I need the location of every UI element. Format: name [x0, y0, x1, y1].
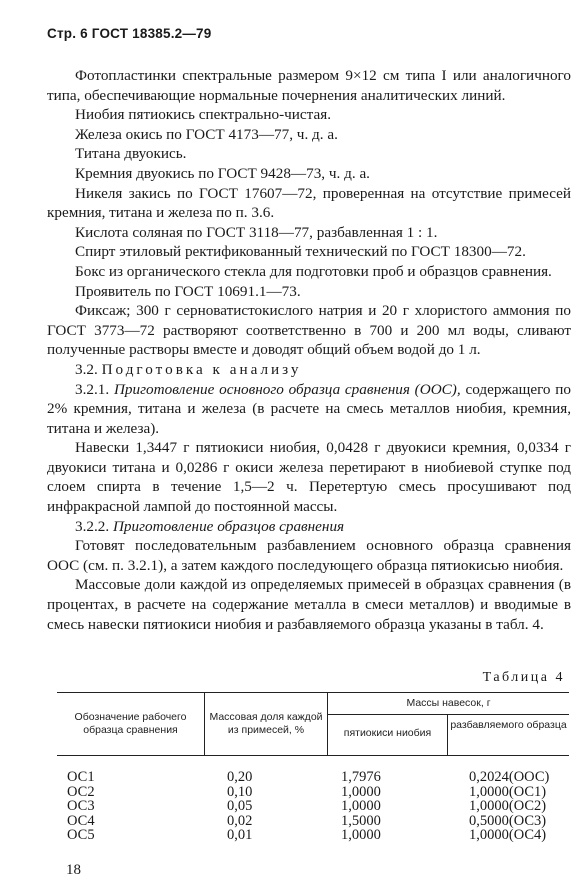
cell-mass-fraction: 0,02	[227, 812, 253, 829]
cell-designation: ОС3	[67, 798, 95, 814]
section-3-2-1	[47, 380, 571, 439]
paragraph: Спирт этиловый ректификованный технический по ГОСТ 18300—72.	[75, 243, 526, 261]
section-number: 3.2.2.	[75, 517, 110, 535]
cell-niobium-mass: 1,0000	[341, 798, 381, 814]
paragraph: Бокс из органического стекла для подготовки проб и образцов сравнения.	[75, 262, 552, 280]
cell-niobium-mass: 1,5000	[341, 812, 381, 829]
paragraph: Фотопластинки спектральные размером 9×12 см типа I или аналогичного типа, обеспечивающие нормальные почернения аналитических линий.	[47, 67, 571, 104]
paragraph: Ниобия пятиокись спектрально-чистая.	[75, 106, 331, 124]
paragraph: Готовят последовательным разбавлением основного образца сравнения ООС (см. п. 3.2.1), а затем каждого последующего образца пятиокисью ниобия.	[47, 537, 571, 574]
cell-niobium-mass: 1,0000	[341, 827, 381, 843]
cell-designation: ОС4	[67, 812, 95, 829]
table-caption: Таблица 4	[482, 670, 565, 685]
paragraph: Фиксаж; 300 г серноватистокислого натрия и 20 г хлористого аммония по ГОСТ 3773—72 растворяют соответственно в 700 и 200 мл воды, сливают полученные растворы вместе и доводят общий объем водой до 1 л.	[47, 302, 571, 359]
header-niobium-pentoxide: пятиокиси ниобия	[343, 727, 432, 739]
cell-niobium-mass: 1,7976	[341, 769, 381, 785]
cell-designation: ОС5	[67, 827, 95, 843]
table-row	[57, 814, 569, 829]
cell-diluted-mass: 1,0000(ОС1)	[469, 783, 547, 800]
header-mass-fraction: Массовая доля каждой из примесей, %	[209, 711, 323, 736]
section-title: Приготовление образцов сравнения	[112, 517, 345, 535]
section-number: 3.2.	[75, 360, 98, 378]
paragraph: Проявитель по ГОСТ 10691.1—73.	[75, 282, 301, 300]
cell-mass-fraction: 0,05	[227, 798, 253, 814]
header-designation: Обозначение рабочего образца сравнения	[74, 711, 187, 736]
section-number: 3.2.1.	[75, 380, 110, 398]
document-body	[47, 66, 571, 634]
section-3-2-2	[47, 517, 571, 537]
paragraph: Кремния двуокись по ГОСТ 9428—73, ч. д. а.	[75, 164, 370, 182]
section-heading-3-2	[47, 360, 571, 380]
cell-designation: ОС1	[67, 769, 95, 785]
section-title: Приготовление основного образца сравнения (ООС),	[113, 380, 461, 398]
table-row	[57, 770, 569, 785]
cell-mass-fraction: 0,20	[227, 769, 253, 785]
table-divider	[327, 714, 569, 715]
cell-niobium-mass: 1,0000	[341, 783, 381, 800]
table-body	[57, 770, 569, 843]
cell-mass-fraction: 0,01	[227, 827, 253, 843]
cell-diluted-mass: 1,0000(ОС4)	[469, 827, 547, 843]
paragraph: Массовые доли каждой из определяемых примесей в образцах сравнения (в процентах, в расчете на содержание металла в смеси металлов) и вводимые в смесь навески пятиокиси ниобия и разбавляемого образца указаны в табл. 4.	[47, 576, 571, 633]
paragraph: Навески 1,3447 г пятиокиси ниобия, 0,0428 г двуокиси кремния, 0,0334 г двуокиси титана и 0,0286 г окиси железа перетирают в ниобиевой ступке под слоем спирта в течение 1,5—2 ч. Перетертую смесь просушивают под инфракрасной лампой до постоянной массы.	[47, 439, 571, 516]
paragraph: Никеля закись по ГОСТ 17607—72, проверенная на отсутствие примесей кремния, титана и железа по п. 3.6.	[47, 184, 571, 222]
paragraph: Титана двуокись.	[75, 145, 187, 163]
header-sample-masses: Массы навесок, г	[406, 697, 491, 709]
section-text: содержащего по 2% кремния, титана и железа (в расчете на смесь металлов ниобия, кремния, титана и железа).	[47, 380, 572, 437]
table-row	[57, 785, 569, 800]
page-header: Стр. 6 ГОСТ 18385.2—79	[47, 26, 212, 41]
cell-diluted-mass: 0,5000(ОС3)	[469, 812, 547, 829]
cell-designation: ОС2	[67, 783, 95, 800]
paragraph: Железа окись по ГОСТ 4173—77, ч. д. а.	[75, 125, 338, 143]
table-header	[57, 692, 569, 756]
header-diluted-sample: разбавляемого образца	[450, 719, 567, 731]
page-number: 18	[66, 862, 81, 878]
cell-diluted-mass: 0,2024(ООС)	[469, 769, 550, 785]
cell-diluted-mass: 1,0000(ОС2)	[469, 798, 547, 814]
table-row	[57, 828, 569, 843]
section-title: Подготовка к анализу	[101, 360, 302, 378]
cell-mass-fraction: 0,10	[227, 783, 253, 800]
data-table	[57, 692, 569, 843]
table-row	[57, 799, 569, 814]
paragraph: Кислота соляная по ГОСТ 3118—77, разбавленная 1 : 1.	[75, 223, 438, 241]
